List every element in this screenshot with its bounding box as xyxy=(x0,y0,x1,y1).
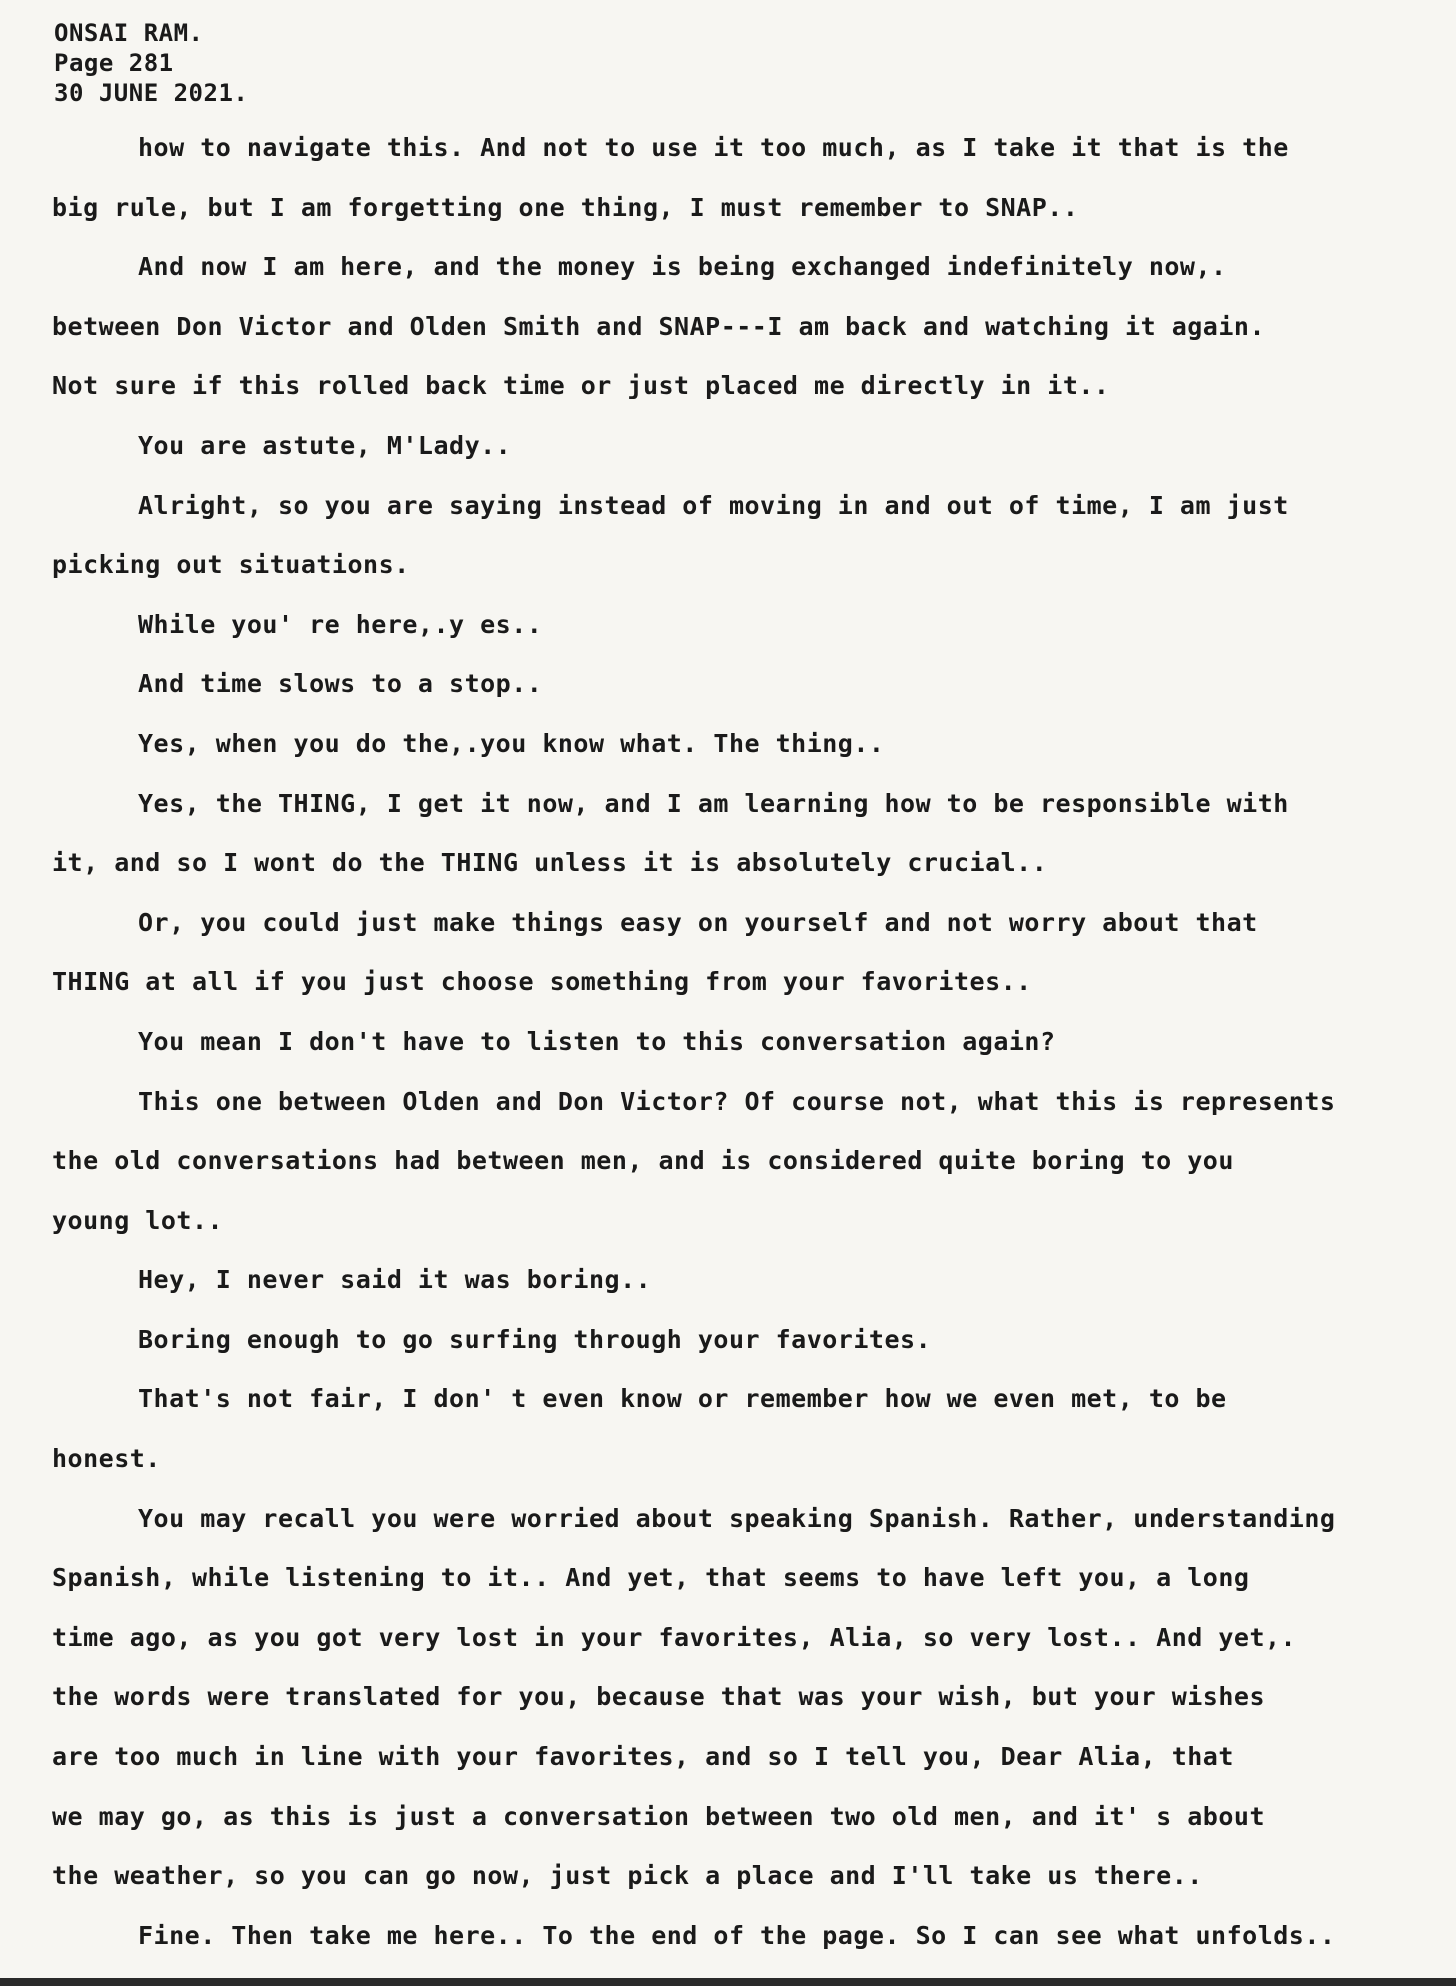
text-line: between Don Victor and Olden Smith and SNAP---I am back and watching it again. xyxy=(52,311,1265,341)
text-line: And time slows to a stop.. xyxy=(138,669,543,699)
text-line: Yes, when you do the,.you know what. The thing.. xyxy=(138,728,885,758)
body-text xyxy=(52,128,1452,1975)
text-line: Boring enough to go surfing through your favorites. xyxy=(138,1324,932,1354)
text-line: young lot.. xyxy=(52,1205,224,1235)
header-author: ONSAI RAM. xyxy=(54,19,204,47)
page-bottom-edge xyxy=(0,1978,1456,1986)
text-line: picking out situations. xyxy=(52,550,410,580)
text-line: Or, you could just make things easy on yourself and not worry about that xyxy=(138,907,1258,937)
text-line: While you' re here,.y es.. xyxy=(138,609,543,639)
header-page-number: Page 281 xyxy=(54,49,174,77)
text-line: the words were translated for you, because that was your wish, but your wishes xyxy=(52,1682,1265,1712)
text-line: Alright, so you are saying instead of moving in and out of time, I am just xyxy=(138,490,1289,520)
text-line: we may go, as this is just a conversation between two old men, and it' s about xyxy=(52,1801,1265,1831)
page-header xyxy=(54,18,248,108)
text-line: the weather, so you can go now, just pick a place and I'll take us there.. xyxy=(52,1861,1203,1891)
header-date: 30 JUNE 2021. xyxy=(54,79,249,107)
text-line: are too much in line with your favorites, and so I tell you, Dear Alia, that xyxy=(52,1742,1234,1772)
text-line: Spanish, while listening to it.. And yet, that seems to have left you, a long xyxy=(52,1563,1250,1593)
text-line: Not sure if this rolled back time or just placed me directly in it.. xyxy=(52,371,1110,401)
text-line: honest. xyxy=(52,1444,161,1474)
text-line: it, and so I wont do the THING unless it is absolutely crucial.. xyxy=(52,848,1048,878)
text-line: You mean I don't have to listen to this conversation again? xyxy=(138,1026,1056,1056)
text-line: big rule, but I am forgetting one thing, I must remember to SNAP.. xyxy=(52,192,1079,222)
text-line: the old conversations had between men, and is considered quite boring to you xyxy=(52,1146,1234,1176)
text-line: And now I am here, and the money is being exchanged indefinitely now,. xyxy=(138,252,1227,282)
text-line: Yes, the THING, I get it now, and I am learning how to be responsible with xyxy=(138,788,1289,818)
text-line: That's not fair, I don' t even know or remember how we even met, to be xyxy=(138,1384,1227,1414)
text-line: You may recall you were worried about speaking Spanish. Rather, understanding xyxy=(138,1503,1336,1533)
text-line: This one between Olden and Don Victor? Of course not, what this is represents xyxy=(138,1086,1336,1116)
text-line: time ago, as you got very lost in your favorites, Alia, so very lost.. And yet,. xyxy=(52,1622,1297,1652)
text-line: Fine. Then take me here.. To the end of the page. So I can see what unfolds.. xyxy=(138,1920,1336,1950)
text-line: THING at all if you just choose something from your favorites.. xyxy=(52,967,1032,997)
text-line: You are astute, M'Lady.. xyxy=(138,430,512,460)
text-line: Hey, I never said it was boring.. xyxy=(138,1265,652,1295)
text-line: how to navigate this. And not to use it too much, as I take it that is the xyxy=(138,133,1289,162)
